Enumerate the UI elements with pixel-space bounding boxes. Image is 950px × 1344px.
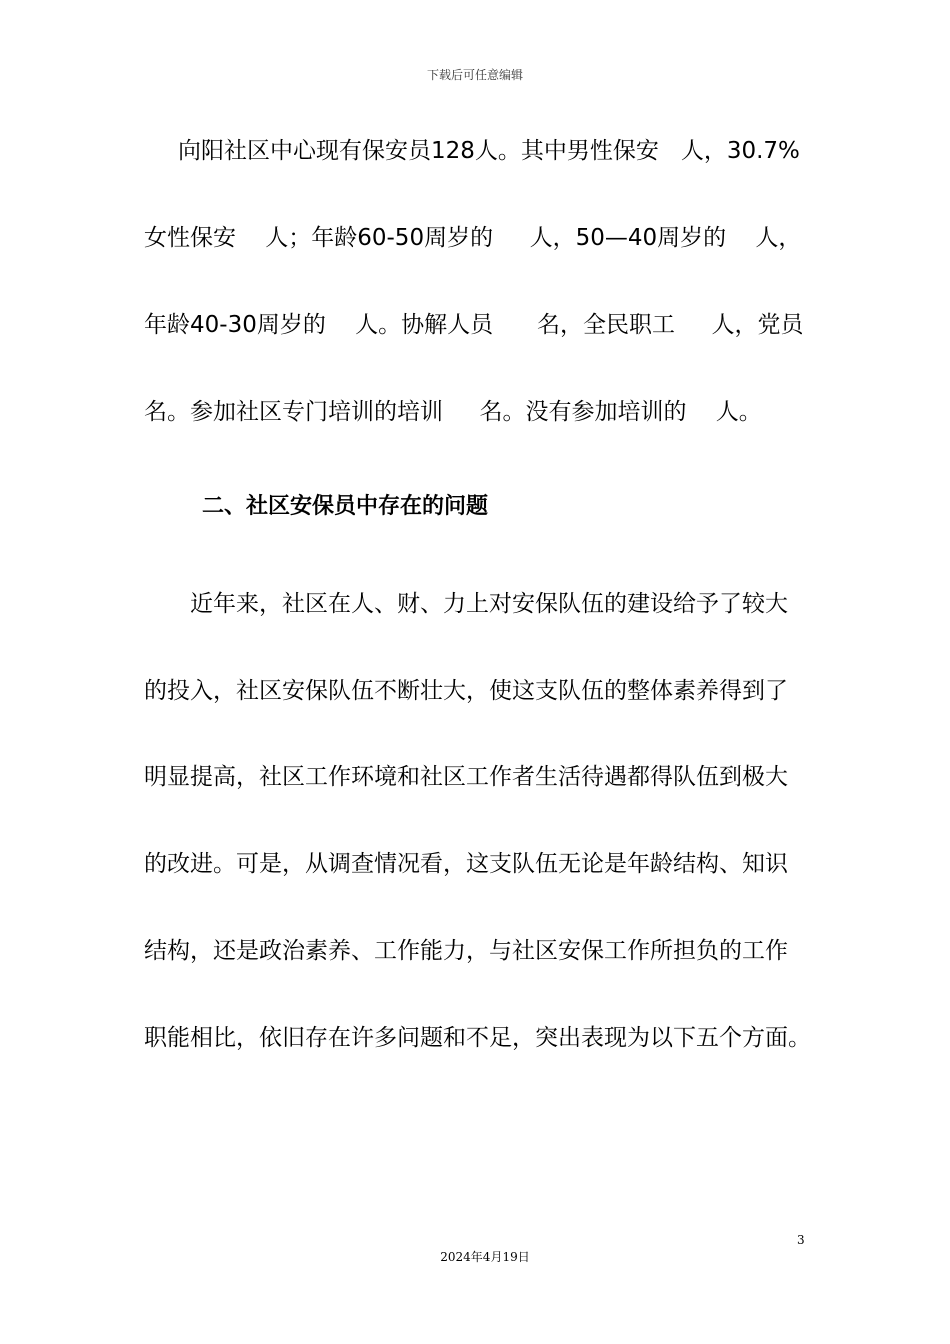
paragraph-line: 的改进。可是，从调查情况看，这支队伍无论是年龄结构、知识: [144, 851, 788, 877]
paragraph-line: 女性保安 人；年龄60-50周岁的 人，50—40周岁的 人，: [144, 225, 802, 251]
section-heading: 二、社区安保员中存在的问题: [202, 494, 489, 519]
paragraph-line: 向阳社区中心现有保安员128人。其中男性保安 人，30.7%: [178, 138, 800, 164]
paragraph-line: 结构，还是政治素养、工作能力，与社区安保工作所担负的工作: [144, 938, 788, 964]
paragraph-line: 的投入，社区安保队伍不断壮大，使这支队伍的整体素养得到了: [144, 678, 788, 704]
paragraph-line: 近年来，社区在人、财、力上对安保队伍的建设给予了较大: [190, 591, 788, 617]
paragraph-line: 职能相比，依旧存在许多问题和不足，突出表现为以下五个方面。: [144, 1025, 811, 1051]
paragraph-line: 名。参加社区专门培训的培训 名。没有参加培训的 人。: [144, 399, 762, 425]
footer-date: 2024年4月19日: [440, 1250, 530, 1264]
paragraph-line: 年龄40-30周岁的 人。协解人员 名，全民职工 人，党员: [144, 312, 804, 338]
header-note: 下载后可任意编辑: [426, 68, 523, 82]
page-number: 3: [797, 1233, 805, 1247]
paragraph-line: 明显提高，社区工作环境和社区工作者生活待遇都得队伍到极大: [144, 764, 788, 790]
